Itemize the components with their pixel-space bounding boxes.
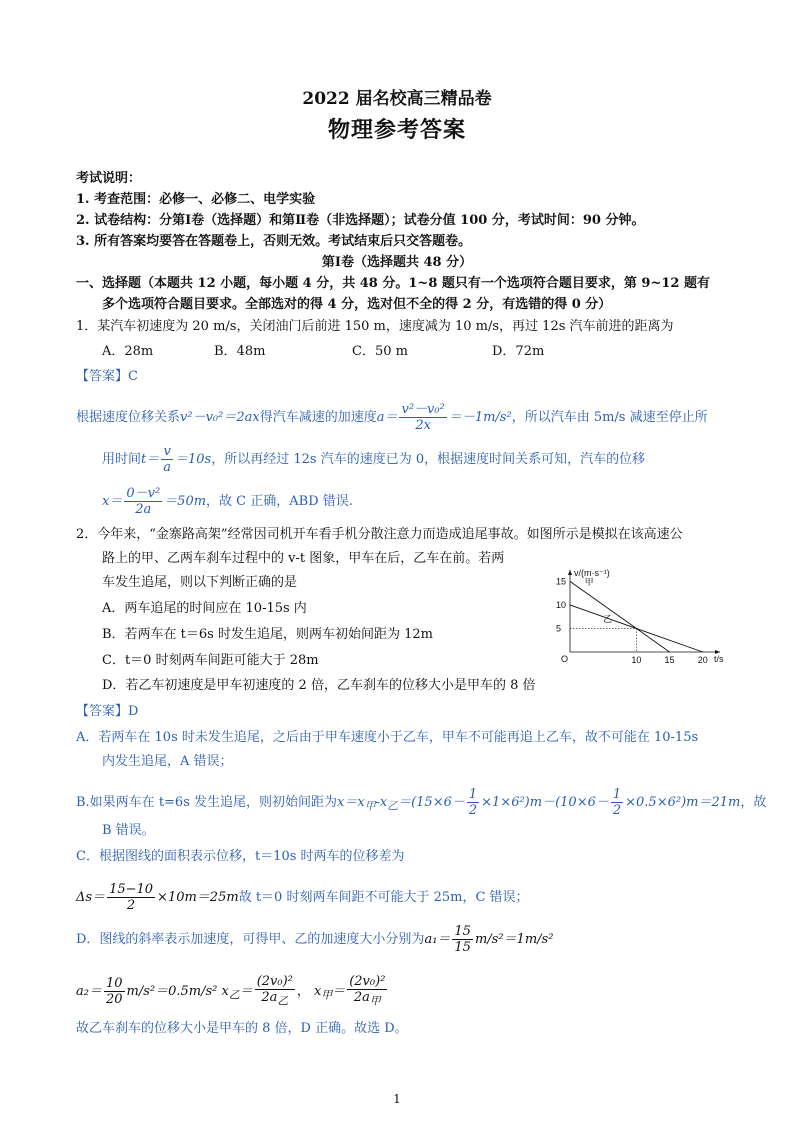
q1-option-b: B．48m [214, 344, 266, 359]
q1-exp1-b: 得汽车减速的加速度 [259, 410, 377, 425]
x-tick-label: 10 [631, 655, 642, 665]
q2-exp-c-line2 [76, 882, 529, 913]
q2-exp-a-line1: A．若两车在 10s 时未发生追尾，之后由于甲车速度小于乙车，甲车不可能再追上乙车，故不可能在 10-15s [76, 730, 699, 745]
exam-title: 2022 届名校高三精品卷 [302, 89, 492, 109]
series-name-1: 甲 [584, 576, 594, 587]
q1-option-d: D．72m [492, 344, 545, 359]
section-title: 第Ⅰ卷（选择题共 48 分） [321, 255, 473, 270]
y-axis-label: v/(m·s⁻¹) [574, 568, 610, 578]
q2-formula-a1: a₁＝ $\frac{15}{15}$ m/s²＝1m/s² [424, 924, 554, 955]
q2-exp-d-line1 [76, 924, 553, 955]
q2-stem-line3: 车发生追尾，则以下判断正确的是 [102, 575, 298, 590]
q2-exp-d-line3: 故乙车刹车的位移大小是甲车的 8 倍，D 正确。故选 D。 [76, 1021, 408, 1036]
section-desc-line1: 一、选择题（本题共 12 小题，每小题 4 分，共 48 分。1~8 题只有一个选项符合题目要求，第 9~12 题有 [76, 276, 710, 291]
x-tick-label: 15 [664, 655, 675, 665]
q1-option-a: A．28m [102, 344, 154, 359]
q1-formula-time: t＝ $\frac{v}{a}$ ＝10s [141, 444, 212, 475]
q1-formula-kinematic: v²－v₀²＝2ax [180, 410, 260, 425]
q1-options [102, 343, 544, 361]
y-tick-label: 15 [556, 576, 567, 587]
q1-exp1-a: 根据速度位移关系 [76, 410, 181, 425]
series-name-2: 乙 [603, 614, 613, 624]
q1-stem: 1．某汽车初速度为 20 m/s，关闭油门后前进 150 m，速度减为 10 m/s，再过 12s 汽车前进的距离为 [76, 319, 674, 334]
y-tick-label: 5 [556, 623, 562, 634]
x-tick-label: 20 [697, 655, 708, 665]
series-line-1 [570, 581, 670, 652]
origin-label: O [561, 654, 569, 664]
q2-exp-a-line2: 内发生追尾，A 错误； [102, 754, 233, 769]
q1-answer: 【答案】C [76, 369, 138, 384]
vt-graph [548, 566, 724, 666]
q1-exp3-b: ，故 C 正确，ABD 错误. [206, 494, 353, 509]
q1-exp2-b: ，所以再经过 12s 汽车的速度已为 0，根据速度时间关系可知，汽车的位移 [211, 452, 646, 467]
q2-option-b: B．若两车在 t＝6s 时发生追尾，则两车初始间距为 12m [102, 627, 433, 642]
q2-exp-b-line2: B 错误。 [102, 823, 155, 838]
q2-exp-c-line1: C．根据图线的面积表示位移，t＝10s 时两车的位移差为 [76, 849, 405, 864]
q2-stem-line2: 路上的甲、乙两车刹车过程中的 v-t 图象，甲车在后，乙车在前。若两 [102, 551, 505, 566]
y-axis-arrow [568, 570, 572, 575]
page-number: 1 [393, 1092, 401, 1106]
q2-option-d: D．若乙车初速度是甲车初速度的 2 倍，乙车刹车的位移大小是甲车的 8 倍 [102, 678, 536, 693]
q2-stem-line1: 2．今年来，“金寨路高架”经常因司机开车看手机分散注意力而造成追尾事故。如图所示是模拟在该高速公 [76, 527, 683, 542]
q2-exp-b-text: B.如果两车在 t=6s 发生追尾，则初始间距为 [76, 795, 338, 810]
q1-exp-line3 [102, 486, 353, 517]
q2-option-c: C．t＝0 时刻两车间距可能大于 28m [102, 653, 319, 668]
q1-exp-line1 [76, 402, 708, 433]
q2-exp-b-line1 [76, 787, 766, 818]
section-desc-line2: 多个选项符合题目要求。全部选对的得 4 分，选对但不全的得 2 分，有选错的得 0 分） [102, 297, 612, 312]
q2-formula-a2: a₂＝ $\frac{10}{20}$ m/s²＝0.5m/s² [76, 975, 218, 1007]
instruction-item-1: 1. 考查范围：必修一、必修二、电学实验 [76, 192, 316, 207]
q2-exp-d-line2: a₂＝ $\frac{10}{20}$ m/s²＝0.5m/s² $x_乙=$ $\frac{\text{(2v₀)²}}{2a_乙}$ ， $x_甲=$ $\frac{\text{(2v₀)²}}{2a_甲}$ [76, 974, 389, 1009]
q2-answer: 【答案】D [76, 704, 139, 719]
q2-formula-delta-s: Δs＝ $\frac{15-10}{2}$ ×10m＝25m [76, 882, 239, 913]
instruction-item-3: 3. 所有答案均要答在答题卷上，否则无效。考试结束后只交答题卷。 [76, 234, 472, 249]
q2-formula-x-jia: $x_甲=$ $\frac{\text{(2v₀)²}}{2a_甲}$ [314, 974, 386, 1008]
q1-option-c: C．50 m [352, 344, 408, 359]
q1-exp-line2 [102, 444, 645, 475]
q2-formula-x-yi: $x_乙=$ $\frac{\text{(2v₀)²}}{2a_乙}$ [221, 974, 293, 1008]
instruction-item-2: 2. 试卷结构：分第Ⅰ卷（选择题）和第Ⅱ卷（非选择题）；试卷分值 100 分，考试时间：90 分钟。 [76, 213, 645, 228]
x-axis-label: t/s [714, 654, 724, 664]
q1-exp1-c: ，所以汽车由 5m/s 减速至停止所 [511, 410, 708, 425]
q1-exp2-a: 用时间 [102, 452, 142, 467]
exam-subtitle: 物理参考答案 [327, 117, 466, 143]
instructions-heading: 考试说明： [76, 171, 142, 186]
y-tick-label: 10 [556, 599, 567, 610]
q2-exp-c-tail: 故 t＝0 时刻两车间距不可能大于 25m，C 错误； [238, 890, 529, 905]
q2-formula-initial-gap: $x=x_甲-x_乙=(15\times 6-$ $\frac{1}{2}$ ×1×6²)m－(10×6－ $\frac{1}{2}$ ×0.5×6²)m＝21m [337, 787, 741, 818]
q2-option-a: A．两车追尾的时间应在 10-15s 内 [102, 601, 307, 616]
q2-exp-d-text: D．图线的斜率表示加速度，可得甲、乙的加速度大小分别为 [76, 932, 425, 947]
q1-formula-displacement: x＝ $\frac{\text{0－v²}}{2a}$ ＝50m [102, 486, 207, 517]
q1-formula-accel: a＝ $\frac{\text{v²－v₀²}}{2x}$ ＝－1m/s² [376, 402, 512, 433]
q2-exp-b-tail: ，故 [740, 795, 767, 810]
